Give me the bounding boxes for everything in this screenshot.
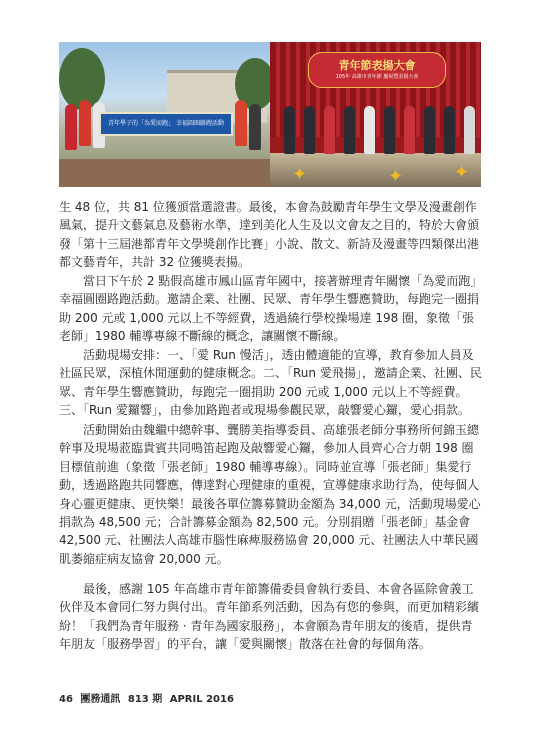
event-banner: 青年學子的「為愛而跑」 幸福圓圈路跑活動 [99,112,233,136]
article-paragraph-3: 活動現場安排：一、「愛 Run 慢活」，透由體適能的宣導，教育參加人員及社區民眾，深植休閒運動的健康概念。二、「Run 愛飛揚」，邀請企業、社團、民眾、青年學生響應贊助，每跑完一圈捐助 200 元或 1,000 元以上不等經費。三、「Run 愛鑼響」，由參加路跑者或現場參觀民眾，敲響愛心鑼，愛心捐款。 [59,348,482,418]
attendee [424,106,435,154]
attendee [324,106,335,154]
article-paragraph-1: 生 48 位，共 81 位獲頒當選證書。最後，本會為鼓勵青年學生文學及漫畫創作風氣，提升文藝氣息及藝術水準，達到美化人生及以文會友之目的，特於大會頒發「第十三屆港都青年文學獎創作比賽」小說、散文、新詩及漫畫等四類傑出港都文藝青年，共計 32 位獲獎表揚。 [59,200,480,270]
article-paragraph-4: 活動開始由魏繼中總幹事、龔勝美指導委員、高雄張老師分事務所何錦玉總幹事及現場蒞臨貴賓共同鳴笛起跑及敲響愛心鑼，參加人員齊心合力朝 198 圈目標值前進（象徵「張老師」1980 輔導專線）。同時並宣導「張老師」集愛行動，透過路跑共同響應，傳達對心理健康的重視，宣導健康求助行為，使每個人身心靈更健康、更快樂！最後各單位籌募贊助金額為 34,000 元，活動現場愛心捐款為 48,500 元；合計籌募金額為 82,500 元。分別捐贈「張老師」基金會 42,500 元、社團法人高雄市腦性麻痺服務協會 20,000 元、社團法人中華民國肌萎縮症病友協會 20,000 元。 [59,423,481,566]
article-paragraph-2: 當日下午於 2 點假高雄市鳳山區青年國中，接著辦理青年關懷「為愛而跑」幸福圓圈路跑活動。邀請企業、社團、民眾、青年學生響應贊助，每跑完一圈捐助 200 元或 1,000 元以上不等經費，透過繞行學校操場達 198 圈，象徵「張老師」1980 輔導專線不斷線的概念，讓關懷不斷線。 [59,274,480,344]
article-paragraph-5: 最後，感謝 105 年高雄市青年節籌備委員會執行委員、本會各區除會義工伙伴及本會同仁努力與付出。青年節系列活動，因為有您的參與，而更加精彩繽紛！「我們為青年服務 · 青年為國家服務」，本會願為青年朋友的後盾，提供青年朋友「服務學習」的平台，讓「愛與關懷」散落在社會的每個角落。 [59,582,480,652]
attendee [404,106,415,154]
star-decoration-icon: ✦ [292,164,308,185]
attendee [364,106,375,154]
page-number: 46 [59,694,73,705]
participant [249,104,261,150]
attendee [464,106,475,154]
page-footer [59,690,238,705]
ceremony-photo [270,42,481,187]
participant [235,100,247,146]
roadrun-photo [59,42,270,187]
star-decoration-icon: ✦ [388,166,404,187]
issue-date: APRIL 2016 [169,694,234,705]
attendee [344,106,355,154]
ceremony-sign-subtitle: 105年 高雄市青年節 慶祝暨表揚大會 [335,74,419,80]
star-decoration-icon: ✦ [454,162,470,183]
attendee [444,106,455,154]
attendee [384,106,395,154]
issue-number: 813 期 [127,694,163,705]
ceremony-sign-title: 青年節表揚大會 [338,59,416,72]
attendee [284,106,295,154]
ceremony-sign [308,52,446,88]
participant [79,100,91,146]
participant [65,104,77,150]
track-ground [59,159,270,187]
attendee [304,106,315,154]
publication-name: 團務通訊 [80,694,121,705]
